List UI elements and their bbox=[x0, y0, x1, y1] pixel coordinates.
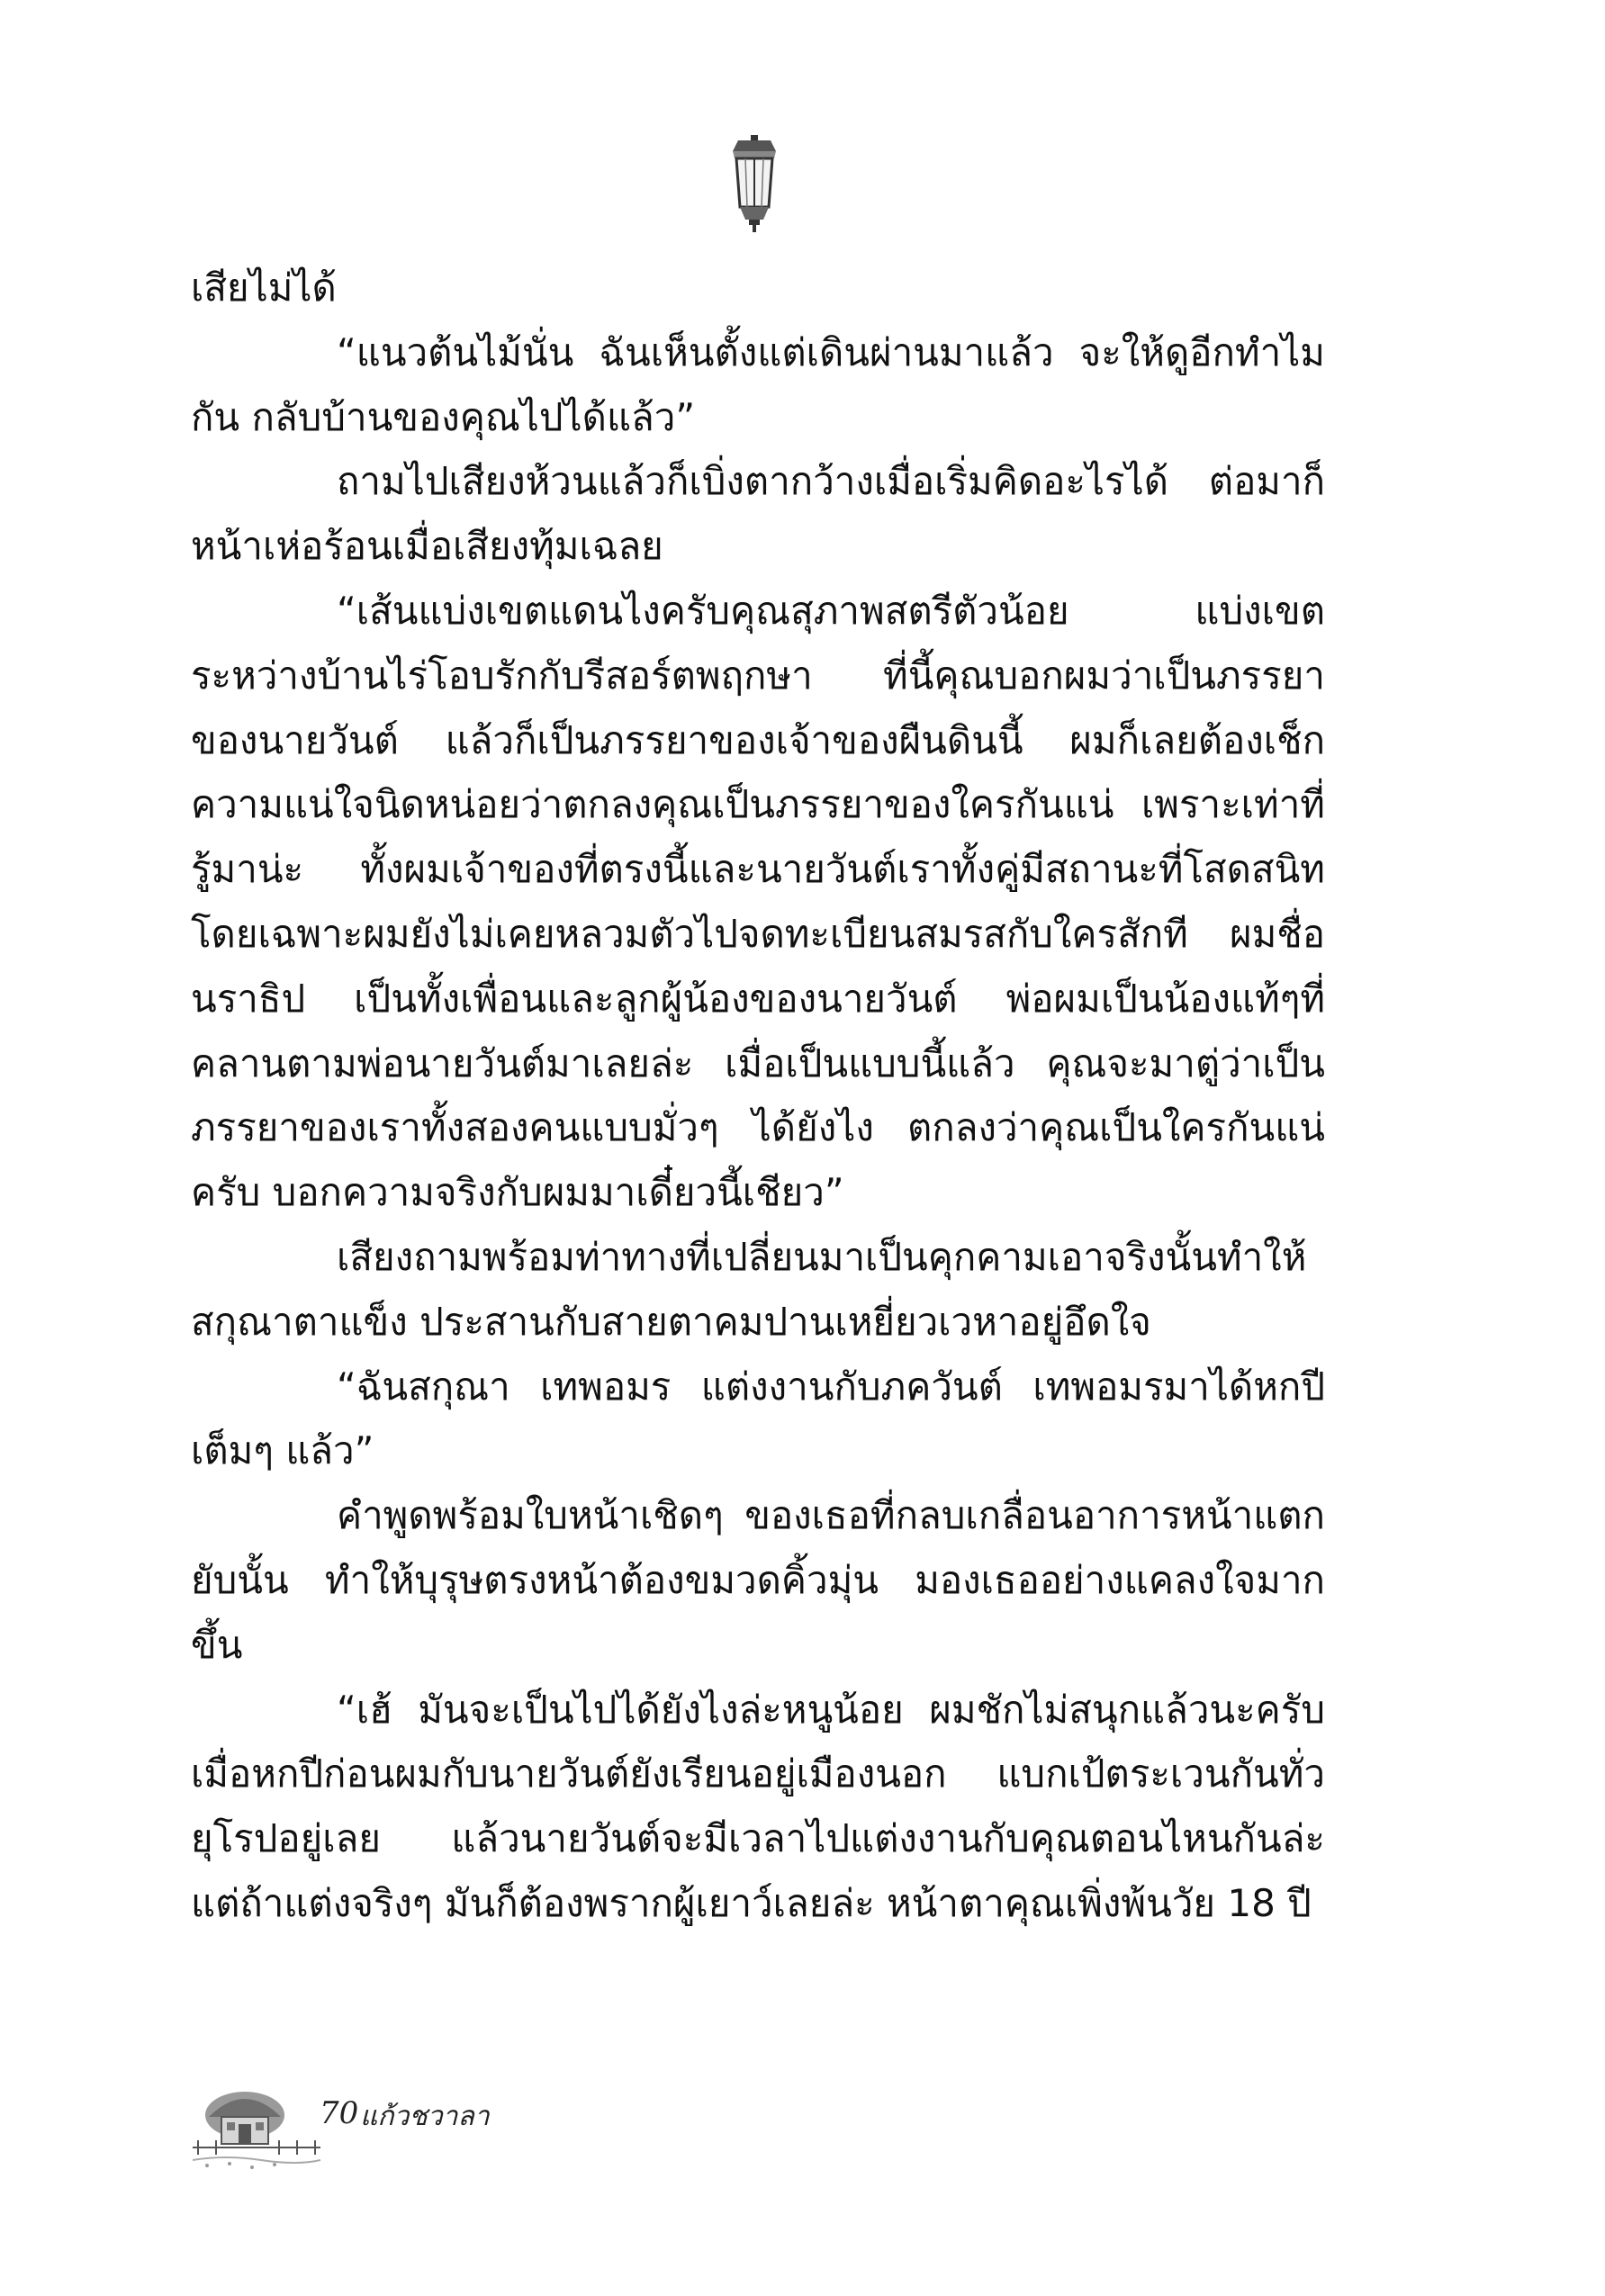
paragraph: “แนวต้นไม้นั่น ฉันเห็นตั้งแต่เดินผ่านมาแล้ว จะให้ดูอีกทำไมกัน กลับบ้านของคุณไปได้แล้ว” bbox=[191, 329, 1325, 439]
paragraph: “เส้นแบ่งเขตแดนไงครับคุณสุภาพสตรีตัวน้อย แบ่งเขตระหว่างบ้านไร่โอบรักกับรีสอร์ตพฤกษา ที่นี้คุณบอกผมว่าเป็นภรรยาของนายวันต์ แล้วก็เป็นภรรยาของเจ้าของผืนดินนี้ ผมก็เลยต้องเช็กความแน่ใจนิดหน่อยว่าตกลงคุณเป็นภรรยาของใครกันแน่ เพราะเท่าที่รู้มาน่ะ ทั้งผมเจ้าของที่ตรงนี้และนายวันต์เราทั้งคู่มีสถานะที่โสดสนิทโดยเฉพาะผมยังไม่เคยหลวมตัวไปจดทะเบียนสมรสกับใครสักที ผมชื่อนราธิป เป็นทั้งเพื่อนและลูกผู้น้องของนายวันต์ พ่อผมเป็นน้องแท้ๆที่คลานตามพ่อนายวันต์มาเลยล่ะ เมื่อเป็นแบบนี้แล้ว คุณจะมาตู่ว่าเป็นภรรยาของเราทั้งสองคนแบบมั่วๆ ได้ยังไง ตกลงว่าคุณเป็นใครกันแน่ครับ บอกความจริงกับผมมาเดี๋ยวนี้เชียว” bbox=[191, 588, 1325, 1215]
paragraph: คำพูดพร้อมใบหน้าเชิดๆ ของเธอที่กลบเกลื่อนอาการหน้าแตกยับนั้น ทำให้บุรุษตรงหน้าต้องขมวดคิ้วมุ่น มองเธออย่างแคลงใจมากขึ้น bbox=[191, 1493, 1325, 1667]
book-title: แก้วชวาลา bbox=[360, 2101, 490, 2132]
page-footer bbox=[189, 2077, 513, 2185]
paragraph: เสียงถามพร้อมท่าทางที่เปลี่ยนมาเป็นคุกคามเอาจริงนั้นทำให้สกุณาตาแข็ง ประสานกับสายตาคมปานเหยี่ยวเวหาอยู่อึดใจ bbox=[191, 1234, 1307, 1344]
paragraph: ถามไปเสียงห้วนแล้วก็เบิ่งตากว้างเมื่อเริ่มคิดอะไรได้ ต่อมาก็หน้าเห่อร้อนเมื่อเสียงทุ้มเฉลย bbox=[191, 459, 1325, 569]
lantern-icon bbox=[726, 135, 783, 234]
paragraph: “ฉันสกุณา เทพอมร แต่งงานกับภควันต์ เทพอมรมาได้หกปีเต็มๆ แล้ว” bbox=[191, 1364, 1325, 1473]
paragraph: เสียไม่ได้ bbox=[191, 266, 337, 310]
page-number: 70 bbox=[320, 2095, 359, 2131]
paragraph: “เฮ้ มันจะเป็นไปได้ยังไงล่ะหนูน้อย ผมชักไม่สนุกแล้วนะครับ เมื่อหกปีก่อนผมกับนายวันต์ยังเรียนอยู่เมืองนอก แบกเป้ตระเวนกันทั่วยุโรปอยู่เลย แล้วนายวันต์จะมีเวลาไปแต่งงานกับคุณตอนไหนกันล่ะ แต่ถ้าแต่งจริงๆ มันก็ต้องพรากผู้เยาว์เลยล่ะ หน้าตาคุณเพิ่งพ้นวัย 18 ปี bbox=[191, 1687, 1325, 1925]
body-text bbox=[191, 256, 1325, 1936]
cottage-icon bbox=[189, 2077, 324, 2172]
